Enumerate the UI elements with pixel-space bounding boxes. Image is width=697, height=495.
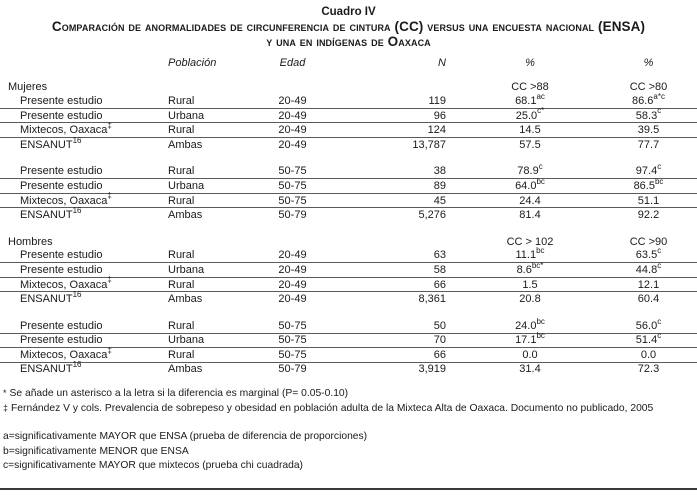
cell-pct1: 11.1 [515, 249, 537, 262]
cell-pct2-superscript: c [657, 246, 662, 256]
cell-pct1: 17.1 [515, 334, 537, 347]
row-label-superscript: ‡ [107, 121, 112, 131]
row-label-superscript: 16 [72, 205, 82, 215]
row-label: Mixtecos, Oaxaca [20, 194, 108, 207]
cell-n: 66 [330, 348, 460, 363]
row-label-superscript: 16 [72, 135, 82, 145]
cell-n: 50 [330, 319, 460, 333]
cell-edad: 20-49 [278, 138, 307, 151]
comparison-table [0, 56, 697, 376]
table-row [0, 108, 697, 123]
cell-pct2: 77.7 [637, 138, 660, 151]
cell-pct2: 86.6 [632, 94, 654, 107]
spacer-row [0, 152, 697, 165]
cell-poblacion: Urbana [162, 179, 255, 194]
cell-pct2-superscript: c [657, 162, 662, 172]
table-row [0, 263, 697, 278]
legend-block [3, 430, 697, 474]
cell-pct1: 68.1 [515, 94, 537, 107]
cell-poblacion: Rural [162, 94, 255, 108]
cc-threshold-1: CC > 102 [506, 235, 554, 248]
cell-n: 66 [330, 277, 460, 292]
cell-pct2: 12.1 [637, 278, 660, 291]
column-header-n: N [438, 56, 446, 69]
cell-edad: 50-75 [255, 179, 330, 194]
cell-pct2: 86.5 [633, 179, 655, 192]
row-label: Presente estudio [20, 249, 103, 262]
cell-edad: 50-79 [278, 209, 307, 222]
cell-pct2: 44.8 [635, 263, 658, 276]
cell-pct1-superscript: bc [536, 246, 545, 256]
cell-pct2: 63.5 [635, 249, 658, 262]
row-label: Presente estudio [20, 94, 103, 107]
cell-n: 63 [330, 249, 460, 263]
cell-pct2: 0.0 [640, 348, 657, 361]
section-label: Hombres [8, 235, 53, 248]
section-header-row [0, 81, 697, 95]
cell-poblacion: Urbana [162, 108, 255, 123]
cell-pct1: 14.5 [519, 124, 541, 137]
row-label: ENSANUT [20, 138, 73, 151]
table-row [0, 165, 697, 179]
cell-poblacion: Rural [162, 193, 255, 208]
cell-poblacion: Rural [162, 277, 255, 292]
column-header-row [0, 56, 697, 81]
row-label: Mixtecos, Oaxaca [20, 348, 108, 361]
cell-poblacion: Urbana [162, 333, 255, 348]
cell-n: 89 [330, 179, 460, 194]
cell-n: 96 [330, 108, 460, 123]
cell-n: 13,787 [412, 138, 446, 151]
cell-pct2-superscript: a*c [653, 91, 665, 101]
cell-pct2: 60.4 [637, 293, 660, 306]
cell-pct2-superscript: bc [654, 176, 664, 186]
row-label: Presente estudio [20, 179, 103, 192]
spacer-row [0, 306, 697, 319]
cell-poblacion: Rural [162, 123, 255, 138]
row-label: Mixtecos, Oaxaca [20, 124, 108, 137]
column-header-poblacion: Población [168, 56, 217, 69]
section-header-row [0, 235, 697, 249]
cell-pct1-superscript: bc [536, 176, 545, 186]
cell-pct2: 72.3 [637, 363, 660, 376]
footnote-dagger [3, 402, 697, 417]
cell-n: 70 [330, 333, 460, 348]
cell-pct1-superscript: c* [537, 106, 545, 116]
cell-edad: 50-75 [255, 165, 330, 179]
table-row [0, 193, 697, 208]
cell-n: 124 [330, 123, 460, 138]
cell-pct2: 51.1 [637, 194, 660, 207]
cell-poblacion: Rural [162, 319, 255, 333]
cell-pct2: 51.4 [635, 334, 658, 347]
cell-edad: 20-49 [255, 94, 330, 108]
cell-pct2: 39.5 [637, 124, 660, 137]
row-label: ENSANUT [20, 363, 73, 376]
cell-n: 119 [330, 94, 460, 108]
cell-poblacion: Ambas [168, 209, 203, 222]
cell-edad: 20-49 [255, 108, 330, 123]
cell-pct1-superscript: bc [536, 331, 545, 341]
cell-edad: 50-75 [255, 193, 330, 208]
row-label: Presente estudio [20, 319, 103, 332]
cell-pct2: 92.2 [637, 209, 660, 222]
cell-poblacion: Rural [162, 249, 255, 263]
row-label: Presente estudio [20, 263, 103, 276]
cell-poblacion: Rural [162, 348, 255, 363]
cell-pct2: 58.3 [635, 109, 658, 122]
row-label-superscript: 16 [72, 289, 82, 299]
table-row [0, 333, 697, 348]
cell-pct1-superscript: ac [536, 91, 545, 101]
cell-edad: 50-75 [255, 333, 330, 348]
row-label: Presente estudio [20, 109, 103, 122]
cell-pct1: 24.4 [519, 194, 541, 207]
table-row [0, 249, 697, 263]
table-title-line2: y una en indígenas de Oaxaca [266, 34, 431, 49]
cell-pct1-superscript: c [538, 162, 543, 172]
bottom-rule [0, 488, 697, 490]
column-header-pct2: % [643, 56, 654, 69]
row-label-superscript: 16 [72, 360, 82, 370]
cell-edad: 20-49 [255, 277, 330, 292]
row-label: Presente estudio [20, 334, 103, 347]
row-label: ENSANUT [20, 209, 73, 222]
table-caption: Cuadro IV [321, 6, 376, 18]
table-title-line1: Comparación de anormalidades de circunferencia de cintura (CC) versus una encuesta nacional (ENSA) [51, 19, 646, 34]
cell-edad: 50-79 [278, 363, 307, 376]
cell-n: 38 [330, 165, 460, 179]
footnote-asterisk-text: Se añade un asterisco a la letra si la diferencia es marginal (P= 0.05-0.10) [9, 388, 349, 400]
table-row [0, 362, 697, 376]
table-row [0, 277, 697, 292]
cell-n: 8,361 [418, 293, 446, 306]
cell-pct1: 78.9 [517, 165, 539, 178]
row-label: Presente estudio [20, 165, 103, 178]
cell-edad: 20-49 [278, 293, 307, 306]
cell-pct1: 25.0 [515, 109, 538, 122]
row-label-superscript: ‡ [107, 275, 112, 285]
row-label: Mixtecos, Oaxaca [20, 278, 108, 291]
cell-pct1: 24.0 [515, 319, 537, 332]
cell-pct1: 20.8 [519, 293, 541, 306]
legend-line-a: a=significativamente MAYOR que ENSA (prueba de diferencia de proporciones) [3, 431, 368, 443]
footnote-dagger-text: Fernández V y cols. Prevalencia de sobrepeso y obesidad en población adulta de la Mixteca Alta de Oaxaca. Documento no publicado, 2005 [11, 402, 654, 414]
asterisk-marker: * [3, 388, 7, 399]
cell-pct1-superscript: bc* [531, 260, 544, 270]
cell-edad: 20-49 [255, 249, 330, 263]
cell-pct1: 0.0 [522, 348, 538, 361]
cell-edad: 20-49 [255, 123, 330, 138]
cell-pct2: 97.4 [635, 165, 658, 178]
table-row [0, 94, 697, 108]
cc-threshold-2: CC >80 [629, 81, 668, 94]
table-row [0, 123, 697, 138]
legend-line-b: b=significativamente MENOR que ENSA [3, 445, 189, 457]
cell-edad: 20-49 [255, 263, 330, 278]
row-label-superscript: ‡ [107, 345, 112, 355]
cell-poblacion: Ambas [168, 363, 203, 376]
cell-n: 58 [330, 263, 460, 278]
cell-poblacion: Ambas [168, 138, 203, 151]
cell-pct2: 56.0 [635, 319, 658, 332]
dagger-marker: ‡ [3, 402, 9, 413]
cell-poblacion: Urbana [162, 263, 255, 278]
cell-n: 3,919 [418, 363, 446, 376]
table-row [0, 292, 697, 306]
spacer-row [0, 222, 697, 235]
cell-pct1: 31.4 [519, 363, 541, 376]
cell-pct1: 57.5 [519, 138, 541, 151]
row-label-superscript: ‡ [107, 191, 112, 201]
legend-line-c: c=significativamente MAYOR que mixtecos (prueba chi cuadrada) [3, 460, 303, 472]
section-label: Mujeres [8, 81, 48, 94]
cc-threshold-2: CC >90 [629, 235, 668, 248]
cell-pct1: 64.0 [515, 179, 537, 192]
cell-pct2-superscript: c [657, 106, 662, 116]
cell-pct2-superscript: c [657, 331, 662, 341]
table-row [0, 208, 697, 222]
footnote-asterisk [3, 387, 697, 402]
cell-pct1: 81.4 [519, 209, 541, 222]
cell-poblacion: Ambas [168, 293, 203, 306]
cell-pct2-superscript: c [657, 260, 662, 270]
table-row [0, 179, 697, 194]
cell-pct1: 8.6 [516, 263, 532, 276]
cell-n: 45 [330, 193, 460, 208]
cell-edad: 50-75 [255, 348, 330, 363]
table-row [0, 348, 697, 363]
column-header-edad: Edad [279, 56, 306, 69]
cell-n: 5,276 [418, 209, 446, 222]
cell-edad: 50-75 [255, 319, 330, 333]
footnotes-block [0, 387, 697, 474]
cell-poblacion: Rural [162, 165, 255, 179]
cell-pct1-superscript: bc [536, 316, 545, 326]
cell-pct2-superscript: c [657, 316, 662, 326]
table-row [0, 137, 697, 151]
cell-pct1: 1.5 [522, 278, 538, 291]
column-header-pct1: % [525, 56, 535, 69]
column-header-empty [0, 56, 162, 81]
row-label: ENSANUT [20, 293, 73, 306]
cc-threshold-1: CC >88 [511, 81, 549, 94]
table-row [0, 319, 697, 333]
